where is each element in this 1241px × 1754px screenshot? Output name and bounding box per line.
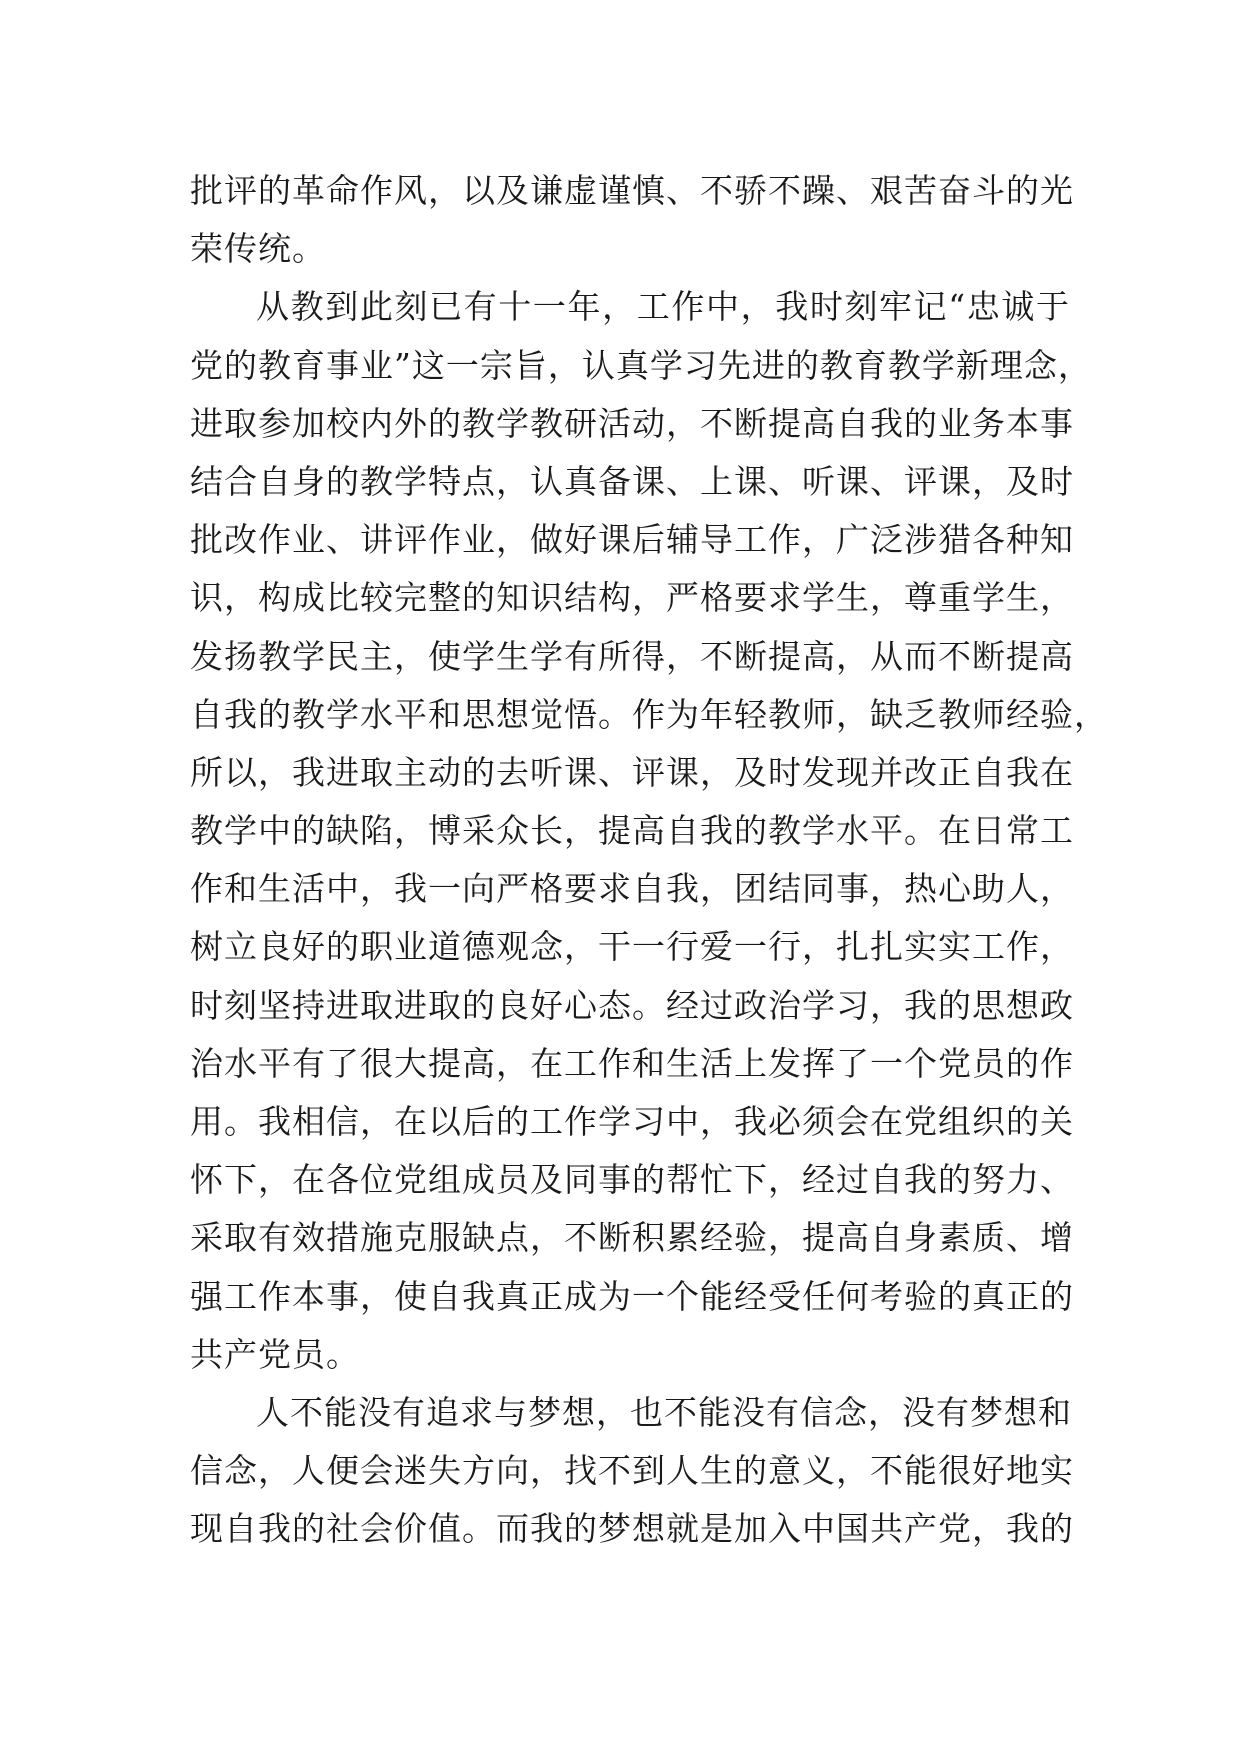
text-line: 怀下，在各位党组成员及同事的帮忙下，经过自我的努力、 [190, 1160, 1074, 1200]
text-line: 信念，人便会迷失方向，找不到人生的意义，不能很好地实 [190, 1451, 1074, 1491]
text-line: 作和生活中，我一向严格要求自我，团结同事，热心助人， [190, 869, 1074, 909]
text-line: 强工作本事，使自我真正成为一个能经受任何考验的真正的 [190, 1276, 1074, 1316]
text-line: 进取参加校内外的教学教研活动，不断提高自我的业务本事 [190, 403, 1074, 443]
text-line: 批改作业、讲评作业，做好课后辅导工作，广泛涉猎各种知 [190, 520, 1074, 560]
text-line: 用。我相信，在以后的工作学习中，我必须会在党组织的关 [190, 1102, 1074, 1141]
text-line: 现自我的社会价值。而我的梦想就是加入中国共产党，我的 [190, 1509, 1074, 1549]
text-line: 从教到此刻已有十一年，工作中，我时刻牢记“忠诚于 [256, 287, 1070, 327]
body-text [190, 162, 1108, 1559]
text-line: 治水平有了很大提高，在工作和生活上发挥了一个党员的作 [190, 1043, 1074, 1083]
text-line: 发扬教学民主，使学生学有所得，不断提高，从而不断提高 [190, 636, 1074, 676]
text-line: 荣传统。 [190, 229, 326, 269]
text-line: 共产党员。 [190, 1334, 360, 1374]
text-line: 人不能没有追求与梦想，也不能没有信念，没有梦想和 [256, 1392, 1072, 1432]
text-line: 教学中的缺陷，博采众长，提高自我的教学水平。在日常工 [190, 811, 1074, 851]
text-line: 自我的教学水平和思想觉悟。作为年轻教师，缺乏教师经验， [190, 694, 1108, 734]
text-line: 所以，我进取主动的去听课、评课，及时发现并改正自我在 [190, 752, 1074, 792]
text-line: 时刻坚持进取进取的良好心态。经过政治学习，我的思想政 [190, 985, 1074, 1025]
text-line: 识，构成比较完整的知识结构，严格要求学生，尊重学生， [190, 578, 1074, 618]
text-line: 党的教育事业”这一宗旨，认真学习先进的教育教学新理念， [190, 345, 1092, 385]
text-line: 批评的革命作风，以及谦虚谨慎、不骄不躁、艰苦奋斗的光 [190, 171, 1074, 210]
text-line: 树立良好的职业道德观念，干一行爱一行，扎扎实实工作， [190, 927, 1074, 967]
text-line: 采取有效措施克服缺点，不断积累经验，提高自身素质、增 [190, 1218, 1074, 1258]
text-line: 结合自身的教学特点，认真备课、上课、听课、评课，及时 [190, 461, 1074, 501]
